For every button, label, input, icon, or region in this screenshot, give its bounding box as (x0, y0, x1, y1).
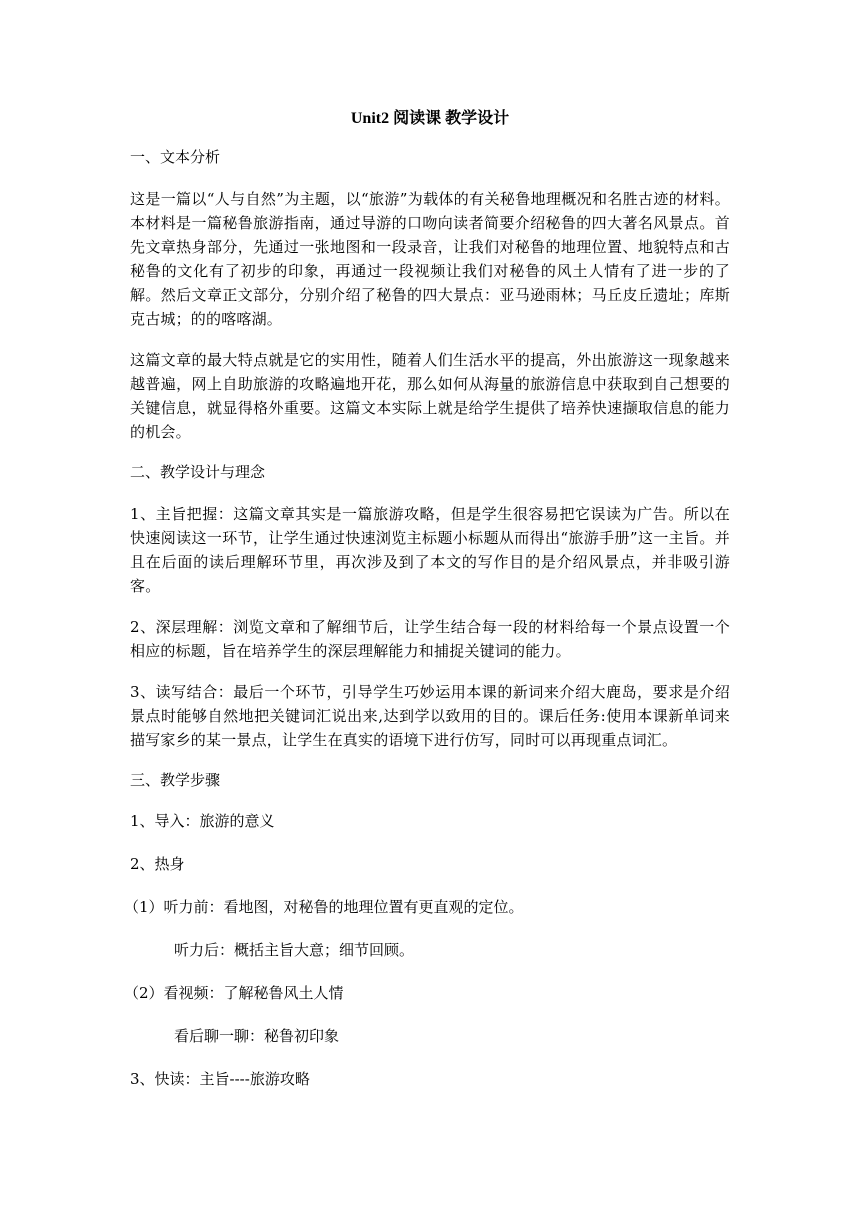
warm-up-substep-listening: （1）听力前：看地图，对秘鲁的地理位置有更直观的定位。 (124, 898, 524, 916)
section-heading-design-philosophy: 二、教学设计与理念 (130, 463, 266, 481)
step-lead-in: 1、导入：旅游的意义 (130, 812, 275, 830)
step-warm-up: 2、热身 (130, 855, 185, 873)
paragraph-design-1: 1、主旨把握：这篇文章其实是一篇旅游攻略，但是学生很容易把它误读为广告。所以在快速阅读这一环节，让学生通过快速浏览主标题小标题从而得出“旅游手册”这一主旨。并且在后面的读后理解环节里，再次涉及到了本文的写作目的是介绍风景点，并非吸引游客。 (130, 505, 730, 595)
step-skimming: 3、快读：主旨----旅游攻略 (130, 1070, 310, 1088)
warm-up-substep-after-listening: 听力后：概括主旨大意；细节回顾。 (174, 941, 415, 959)
document-title: Unit2 阅读课 教学设计 (350, 110, 510, 127)
section-heading-text-analysis: 一、文本分析 (130, 148, 221, 166)
warm-up-substep-after-video: 看后聊一聊：秘鲁初印象 (174, 1027, 340, 1045)
warm-up-substep-video: （2）看视频：了解秘鲁风土人情 (124, 984, 344, 1002)
paragraph-text-analysis-2: 这篇文章的最大特点就是它的实用性，随着人们生活水平的提高，外出旅游这一现象越来越普遍，网上自助旅游的攻略遍地开花，那么如何从海量的旅游信息中获取到自己想要的关键信息，就显得格外重要。这篇文本实际上就是给学生提供了培养快速撷取信息的能力的机会。 (130, 351, 730, 441)
section-heading-teaching-steps: 三、教学步骤 (130, 771, 221, 789)
paragraph-design-3: 3、读写结合：最后一个环节，引导学生巧妙运用本课的新词来介绍大鹿岛，要求是介绍景点时能够自然地把关键词汇说出来,达到学以致用的目的。课后任务:使用本课新单词来描写家乡的某一景点，让学生在真实的语境下进行仿写，同时可以再现重点词汇。 (130, 683, 730, 749)
paragraph-text-analysis-1: 这是一篇以“人与自然”为主题，以“旅游”为载体的有关秘鲁地理概况和名胜古迹的材料。本材料是一篇秘鲁旅游指南，通过导游的口吻向读者简要介绍秘鲁的四大著名风景点。首先文章热身部分，先通过一张地图和一段录音，让我们对秘鲁的地理位置、地貌特点和古秘鲁的文化有了初步的印象，再通过一段视频让我们对秘鲁的风土人情有了进一步的了解。然后文章正文部分，分别介绍了秘鲁的四大景点：亚马逊雨林；马丘皮丘遗址；库斯克古城；的的喀喀湖。 (130, 190, 730, 328)
document-page (124, 108, 730, 1111)
paragraph-design-2: 2、深层理解：浏览文章和了解细节后，让学生结合每一段的材料给每一个景点设置一个相应的标题，旨在培养学生的深层理解能力和捕捉关键词的能力。 (130, 618, 730, 660)
